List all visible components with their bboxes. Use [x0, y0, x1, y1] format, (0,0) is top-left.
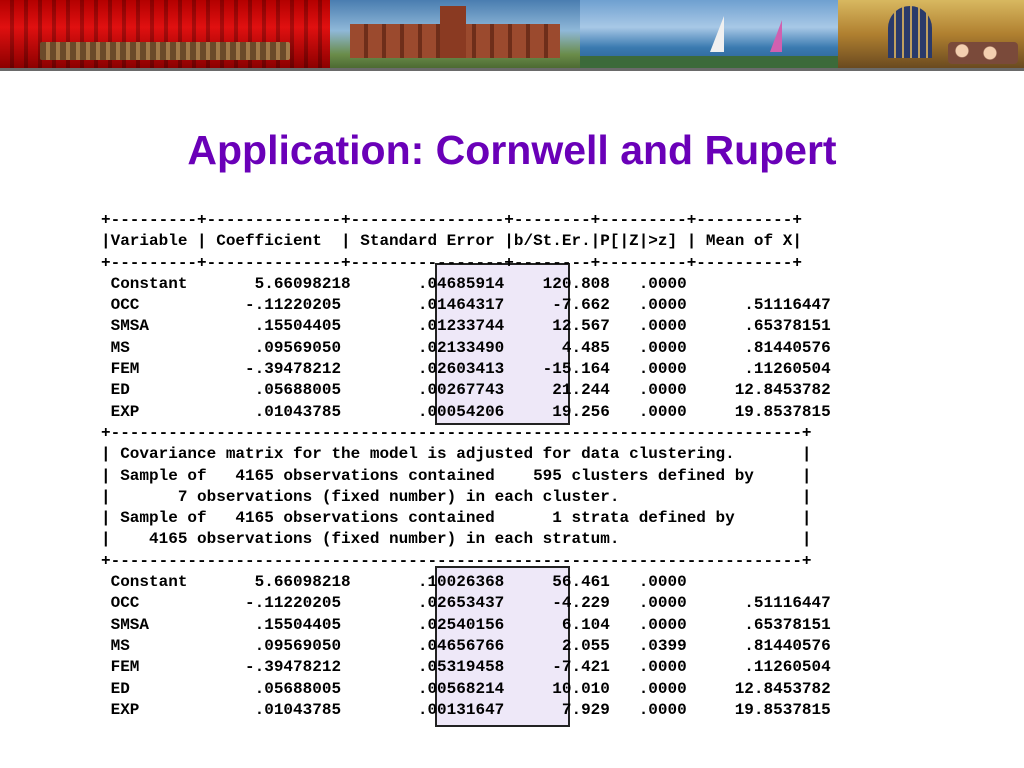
- table-row-exp: EXP .01043785 .00054206 19.256 .0000 19.8537815: [101, 402, 831, 421]
- table-row-ed: ED .05688005 .00267743 21.244 .0000 12.8453782: [101, 381, 831, 400]
- table-row-occ-clustered: OCC -.11220205 .02653437 -4.229 .0000 .51116447: [101, 594, 831, 613]
- table-row-ms: MS .09569050 .02133490 4.485 .0000 .81440576: [101, 338, 831, 357]
- note-line: | Sample of 4165 observations contained 1 strata defined by |: [101, 509, 812, 528]
- people-decoration: [948, 42, 1018, 64]
- sailboats-photo: [580, 0, 838, 68]
- table-row-constant-clustered: Constant 5.66098218 .10026368 56.461 .0000: [101, 573, 687, 592]
- tower-decoration: [440, 6, 466, 58]
- seating-decoration: [40, 42, 290, 60]
- note-line: | Sample of 4165 observations contained 595 clusters defined by |: [101, 466, 812, 485]
- table-row-smsa: SMSA .15504405 .01233744 12.567 .0000 .65378151: [101, 317, 831, 336]
- table-row-exp-clustered: EXP .01043785 .00131647 7.929 .0000 19.8537815: [101, 700, 831, 719]
- stained-window-decoration: [888, 6, 932, 58]
- table-row-occ: OCC -.11220205 .01464317 -7.662 .0000 .51116447: [101, 296, 831, 315]
- table-row-ms-clustered: MS .09569050 .04656766 2.055 .0399 .81440576: [101, 636, 831, 655]
- table-row-constant: Constant 5.66098218 .04685914 120.808 .0000: [101, 274, 687, 293]
- slide-title: Application: Cornwell and Rupert: [187, 127, 837, 173]
- regression-output: [101, 210, 831, 721]
- sail-decoration: [770, 20, 782, 52]
- table-border-line: +---------+--------------+----------------+--------+---------+----------+: [101, 211, 802, 229]
- header-banner: [0, 0, 1024, 71]
- table-border-line: +------------------------------------------------------------------------+: [101, 423, 812, 442]
- table-border-line: +---------+--------------+----------------+--------+---------+----------+: [101, 253, 802, 272]
- theatre-photo: [0, 0, 330, 68]
- note-line: | 4165 observations (fixed number) in each stratum. |: [101, 530, 812, 549]
- shore-decoration: [580, 56, 838, 68]
- chapel-photo: [838, 0, 1024, 68]
- note-line: | Covariance matrix for the model is adjusted for data clustering. |: [101, 445, 812, 464]
- sail-decoration: [710, 16, 724, 52]
- table-header-row: |Variable | Coefficient | Standard Error |b/St.Er.|P[|Z|>z] | Mean of X|: [101, 232, 802, 251]
- table-row-ed-clustered: ED .05688005 .00568214 10.010 .0000 12.8453782: [101, 679, 831, 698]
- table-border-line: +------------------------------------------------------------------------+: [101, 551, 812, 570]
- table-row-fem-clustered: FEM -.39478212 .05319458 -7.421 .0000 .11260504: [101, 658, 831, 677]
- campus-photo: [330, 0, 580, 68]
- note-line: | 7 observations (fixed number) in each cluster. |: [101, 487, 812, 506]
- table-row-fem: FEM -.39478212 .02603413 -15.164 .0000 .11260504: [101, 360, 831, 379]
- table-row-smsa-clustered: SMSA .15504405 .02540156 6.104 .0000 .65378151: [101, 615, 831, 634]
